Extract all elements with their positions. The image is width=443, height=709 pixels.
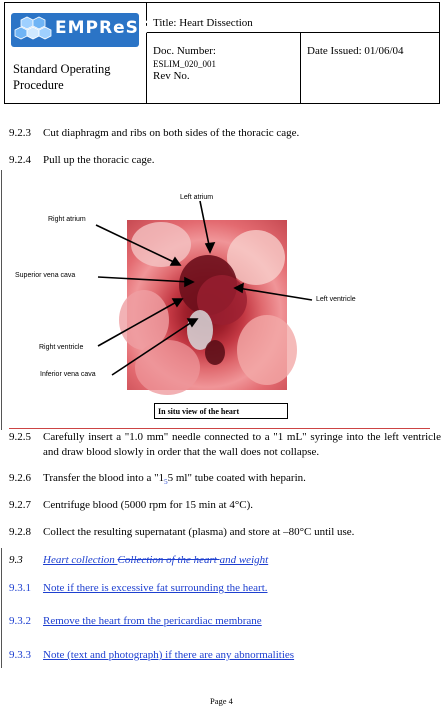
step-text: Centrifuge blood (5000 rpm for 15 min at 4°C). bbox=[43, 499, 254, 511]
doc-number-value: ESLIM_020_001 bbox=[153, 59, 216, 69]
arrow-left-ventricle bbox=[238, 288, 312, 300]
step-text: Carefully insert a "1.0 mm" needle connected to a "1 mL" syringe into the left ventricle and draw blood slowly in order that the wall does not collapse. bbox=[43, 431, 441, 458]
step-number: 9.2.4 bbox=[9, 154, 31, 166]
step-text: Note if there is excessive fat surrounding the heart. bbox=[43, 582, 268, 594]
step-9-2-8 bbox=[9, 525, 354, 539]
step-text: Note (text and photograph) if there are any abnormalities bbox=[43, 649, 295, 661]
step-text: Collect the resulting supernatant (plasma) and store at –80°C until use. bbox=[43, 526, 355, 538]
step-number: 9.2.5 bbox=[9, 431, 31, 443]
step-9-3-1 bbox=[9, 581, 268, 595]
step-number: 9.2.8 bbox=[9, 526, 31, 538]
doc-number-label: Doc. Number: bbox=[153, 45, 216, 57]
label-inferior-vena-cava: Inferior vena cava bbox=[40, 371, 96, 378]
arrow-right-ventricle bbox=[98, 300, 180, 346]
date-issued: Date Issued: 01/06/04 bbox=[307, 45, 404, 57]
section-9-3-heading bbox=[9, 553, 268, 567]
step-text: Cut diaphragm and ribs on both sides of the thoracic cage. bbox=[43, 127, 300, 139]
revision-divider bbox=[9, 428, 430, 429]
arrow-left-atrium bbox=[200, 201, 210, 250]
label-right-ventricle: Right ventricle bbox=[39, 344, 84, 351]
step-text-before: Transfer the blood into a "1 bbox=[43, 472, 165, 484]
arrow-superior-vena-cava bbox=[98, 277, 190, 282]
label-superior-vena-cava: Superior vena cava bbox=[15, 272, 76, 279]
inserted-text: Heart collection bbox=[43, 554, 118, 566]
page-number: Page 4 bbox=[210, 696, 233, 706]
logo-wordmark: EMPReSS bbox=[55, 18, 152, 38]
step-9-2-6 bbox=[9, 471, 306, 489]
step-number: 9.3.2 bbox=[9, 615, 31, 627]
figure-caption: In situ view of the heart bbox=[158, 407, 240, 416]
revision-mark: 5 bbox=[164, 478, 168, 487]
arrow-inferior-vena-cava bbox=[112, 320, 195, 375]
step-number: 9.3.1 bbox=[9, 582, 31, 594]
section-number: 9.3 bbox=[9, 554, 23, 566]
step-text: Pull up the thoracic cage. bbox=[43, 154, 155, 166]
step-number: 9.3.3 bbox=[9, 649, 31, 661]
label-right-atrium: Right atrium bbox=[48, 216, 86, 223]
label-left-ventricle: Left ventricle bbox=[316, 296, 356, 303]
step-9-2-7 bbox=[9, 498, 253, 512]
step-number: 9.2.7 bbox=[9, 499, 31, 511]
step-9-2-5 bbox=[9, 430, 441, 459]
deleted-text: Collection of the heart bbox=[117, 554, 220, 566]
step-9-3-3 bbox=[9, 648, 294, 662]
step-text: Remove the heart from the pericardiac membrane bbox=[43, 615, 262, 627]
step-text-after: 5 ml" tube coated with heparin. bbox=[167, 472, 306, 484]
label-left-atrium: Left atrium bbox=[180, 194, 214, 201]
step-number: 9.2.6 bbox=[9, 472, 31, 484]
rev-label: Rev No. bbox=[153, 70, 190, 82]
arrow-right-atrium bbox=[96, 225, 178, 264]
sop-label: Standard Operating Procedure bbox=[13, 62, 111, 92]
step-number: 9.2.3 bbox=[9, 127, 31, 139]
document-title: Title: Heart Dissection bbox=[153, 17, 253, 29]
step-9-3-2 bbox=[9, 614, 262, 628]
inserted-text: and weight bbox=[219, 554, 269, 566]
